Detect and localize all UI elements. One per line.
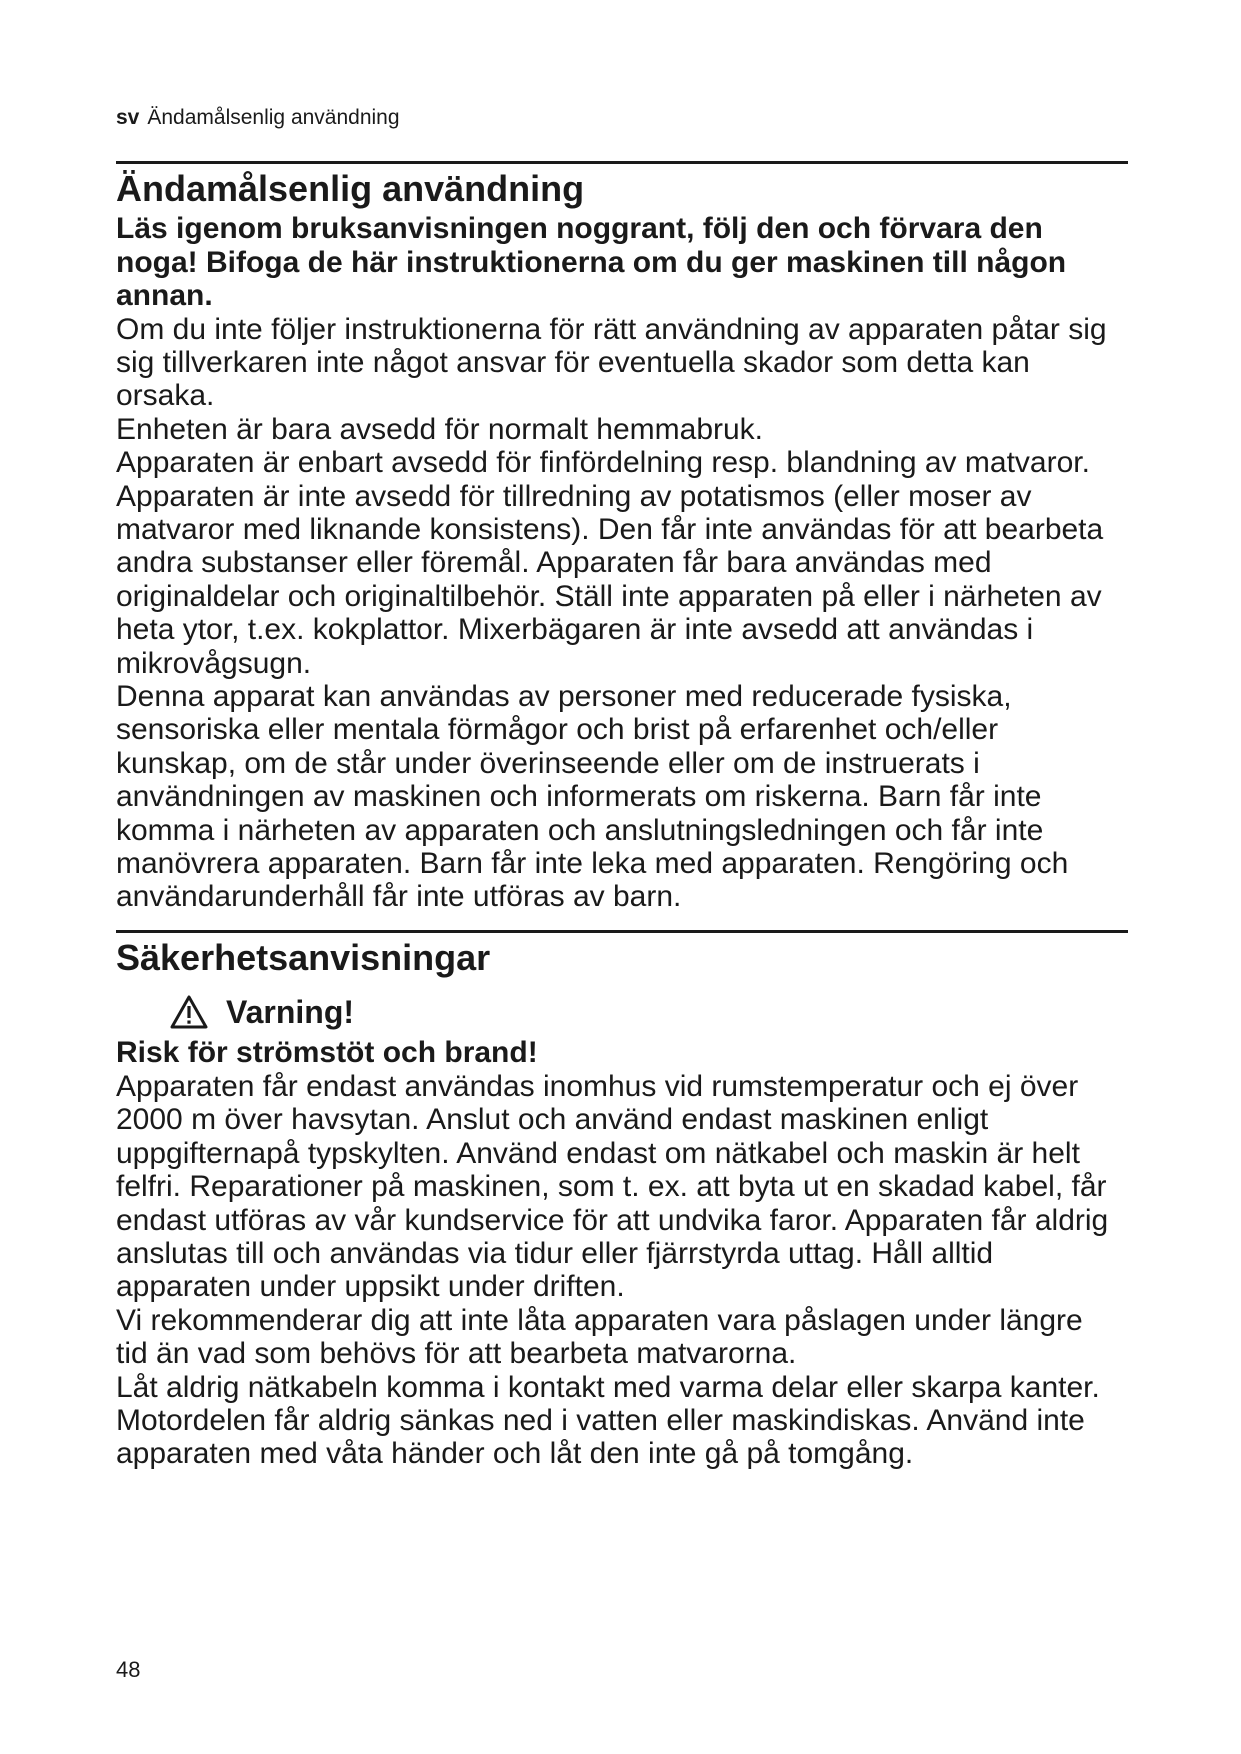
section-heading: Ändamålsenlig användning	[116, 168, 585, 209]
section-safety	[116, 937, 1136, 979]
language-code: sv	[116, 106, 140, 129]
running-header	[116, 104, 400, 132]
section-divider-middle	[116, 930, 1128, 933]
warning-label: Varning!	[226, 994, 355, 1030]
warning-row	[170, 994, 354, 1030]
risk-heading: Risk för strömstöt och brand!	[116, 1036, 538, 1069]
section-heading: Säkerhetsanvisningar	[116, 937, 491, 978]
lead-paragraph: Läs igenom bruksanvisningen noggrant, följ den och förvara den noga! Bifoga de här instruktionerna om du ger maskinen till någon annan.	[116, 212, 1067, 312]
section-safety-body	[116, 1036, 1136, 1471]
body-paragraph: Låt aldrig nätkabeln komma i kontakt med varma delar eller skarpa kanter. Motordelen får aldrig sänkas ned i vatten eller maskindiskas. Använd inte apparaten med våta händer och låt den inte gå på tomgång.	[116, 1370, 1100, 1471]
body-paragraph: Apparaten är enbart avsedd för finfördelning resp. blandning av matvaror. Apparaten är inte avsedd för tillredning av potatismos (eller moser av matvaror med liknande konsistens). Den får inte användas för att bearbeta andra substanser eller föremål. Apparaten får bara användas med originaldelar och originaltilbehör. Ställ inte apparaten på eller i närheten av heta ytor, t.ex. kokplattor. Mixerbägaren är inte avsedd att användas i mikrovågsugn.	[116, 446, 1104, 680]
section-divider-top	[116, 161, 1128, 164]
body-paragraph: Apparaten får endast användas inomhus vid rumstemperatur och ej över 2000 m över havsytan. Anslut och använd endast maskinen enligt uppgifternapå typskylten. Använd endast om nätkabel och maskin är helt felfri. Reparationer på maskinen, som t. ex. att byta ut en skadad kabel, får endast utföras av vår kundservice för att undvika faror. Apparaten får aldrig anslutas till och användas via tidur eller fjärrstyrda uttag. Håll alltid apparaten under uppsikt under driften.	[116, 1070, 1109, 1304]
running-header-title: Ändamålsenlig användning	[147, 106, 400, 129]
body-paragraph: Enheten är bara avsedd för normalt hemmabruk.	[116, 412, 764, 446]
section-intended-use	[116, 168, 1136, 914]
body-paragraph: Om du inte följer instruktionerna för rätt användning av apparaten påtar sig sig tillverkaren inte något ansvar för eventuella skador som detta kan orsaka.	[116, 312, 1107, 413]
page-number: 48	[116, 1657, 141, 1682]
body-paragraph: Denna apparat kan användas av personer med reducerade fysiska, sensoriska eller mentala förmågor och brist på erfarenhet och/eller kunskap, om de står under överinseende eller om de instruerats i användningen av maskinen och informerats om riskerna. Barn får inte komma i närheten av apparaten och anslutningsledningen och får inte manövrera apparaten. Barn får inte leka med apparaten. Rengöring och användarunderhåll får inte utföras av barn.	[116, 679, 1069, 914]
warning-triangle-icon	[170, 995, 208, 1029]
body-paragraph: Vi rekommenderar dig att inte låta apparaten vara påslagen under längre tid än vad som behövs för att bearbeta matvarorna.	[116, 1303, 1083, 1371]
